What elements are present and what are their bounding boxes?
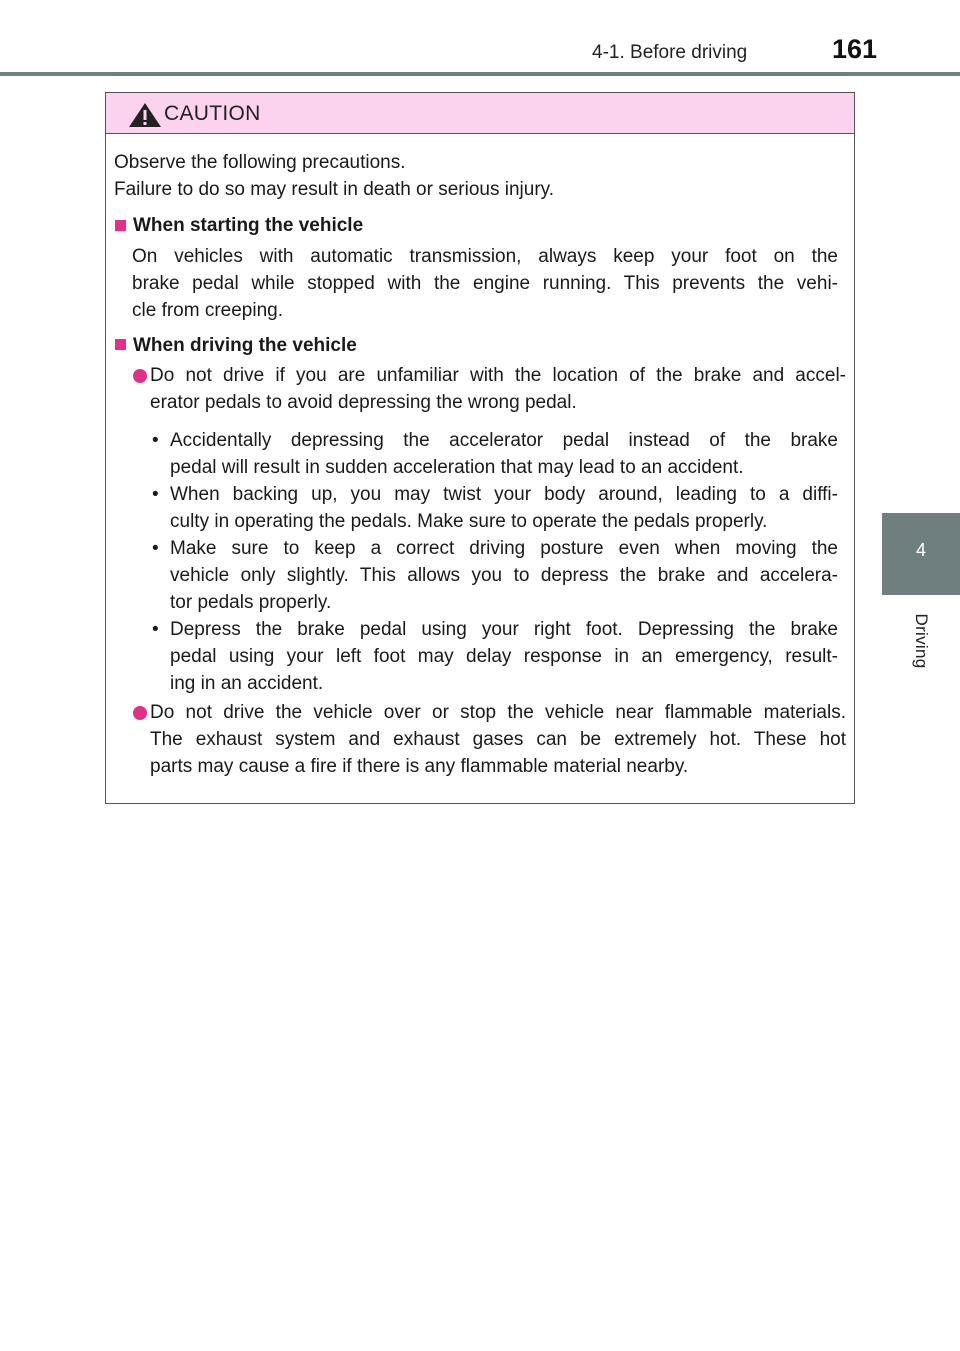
sub2-line-2: culty in operating the pedals. Make sure to operate the pedals properly. bbox=[170, 511, 768, 532]
sub4-line-1: Depress the brake pedal using your right foot. Depressing the brake bbox=[170, 619, 838, 640]
intro-line-2: Failure to do so may result in death or serious injury. bbox=[114, 179, 555, 200]
square-bullet-icon bbox=[115, 339, 126, 350]
sub-bullet-mark: • bbox=[152, 619, 159, 640]
sub-bullet-mark: • bbox=[152, 484, 159, 505]
s1-line-2: brake pedal while stopped with the engine running. This prevents the vehi- bbox=[132, 273, 838, 294]
caution-header bbox=[106, 93, 854, 134]
sub3-line-1: Make sure to keep a correct driving posture even when moving the bbox=[170, 538, 838, 559]
circle-bullet-icon bbox=[133, 369, 147, 383]
sub1-line-2: pedal will result in sudden acceleration that may lead to an accident. bbox=[170, 457, 744, 478]
b1-line-1: Do not drive if you are unfamiliar with the location of the brake and accel- bbox=[150, 365, 846, 386]
circle-bullet-icon bbox=[133, 706, 147, 720]
s1-line-3: cle from creeping. bbox=[132, 300, 284, 321]
b2-line-2: The exhaust system and exhaust gases can be extremely hot. These hot bbox=[150, 729, 846, 750]
s1-line-1: On vehicles with automatic transmission, always keep your foot on the bbox=[132, 246, 838, 267]
sub-bullet-mark: • bbox=[152, 538, 159, 559]
sub3-line-3: tor pedals properly. bbox=[170, 592, 332, 613]
sub4-line-3: ing in an accident. bbox=[170, 673, 324, 694]
square-bullet-icon bbox=[115, 220, 126, 231]
section-heading-starting: When starting the vehicle bbox=[133, 215, 364, 236]
intro-line-1: Observe the following precautions. bbox=[114, 152, 406, 173]
b2-line-3: parts may cause a fire if there is any flammable material nearby. bbox=[150, 756, 689, 777]
sub4-line-2: pedal using your left foot may delay response in an emergency, result- bbox=[170, 646, 838, 667]
sub-bullet-mark: • bbox=[152, 430, 159, 451]
b2-line-1: Do not drive the vehicle over or stop the vehicle near flammable materials. bbox=[150, 702, 846, 723]
header-section-title: 4-1. Before driving bbox=[592, 42, 748, 63]
chapter-label: Driving bbox=[912, 613, 931, 669]
warning-icon bbox=[128, 102, 162, 128]
sub2-line-1: When backing up, you may twist your body around, leading to a diffi- bbox=[170, 484, 838, 505]
caution-title: CAUTION bbox=[164, 102, 261, 125]
chapter-label-wrap bbox=[882, 596, 960, 686]
sub1-line-1: Accidentally depressing the accelerator pedal instead of the brake bbox=[170, 430, 838, 451]
header-rule bbox=[0, 72, 960, 76]
chapter-number: 4 bbox=[915, 540, 926, 560]
sub3-line-2: vehicle only slightly. This allows you to depress the brake and accelera- bbox=[170, 565, 838, 586]
b1-line-2: erator pedals to avoid depressing the wrong pedal. bbox=[150, 392, 577, 413]
section-heading-driving: When driving the vehicle bbox=[133, 335, 357, 356]
page-number: 161 bbox=[832, 34, 878, 64]
caution-box bbox=[105, 92, 855, 804]
